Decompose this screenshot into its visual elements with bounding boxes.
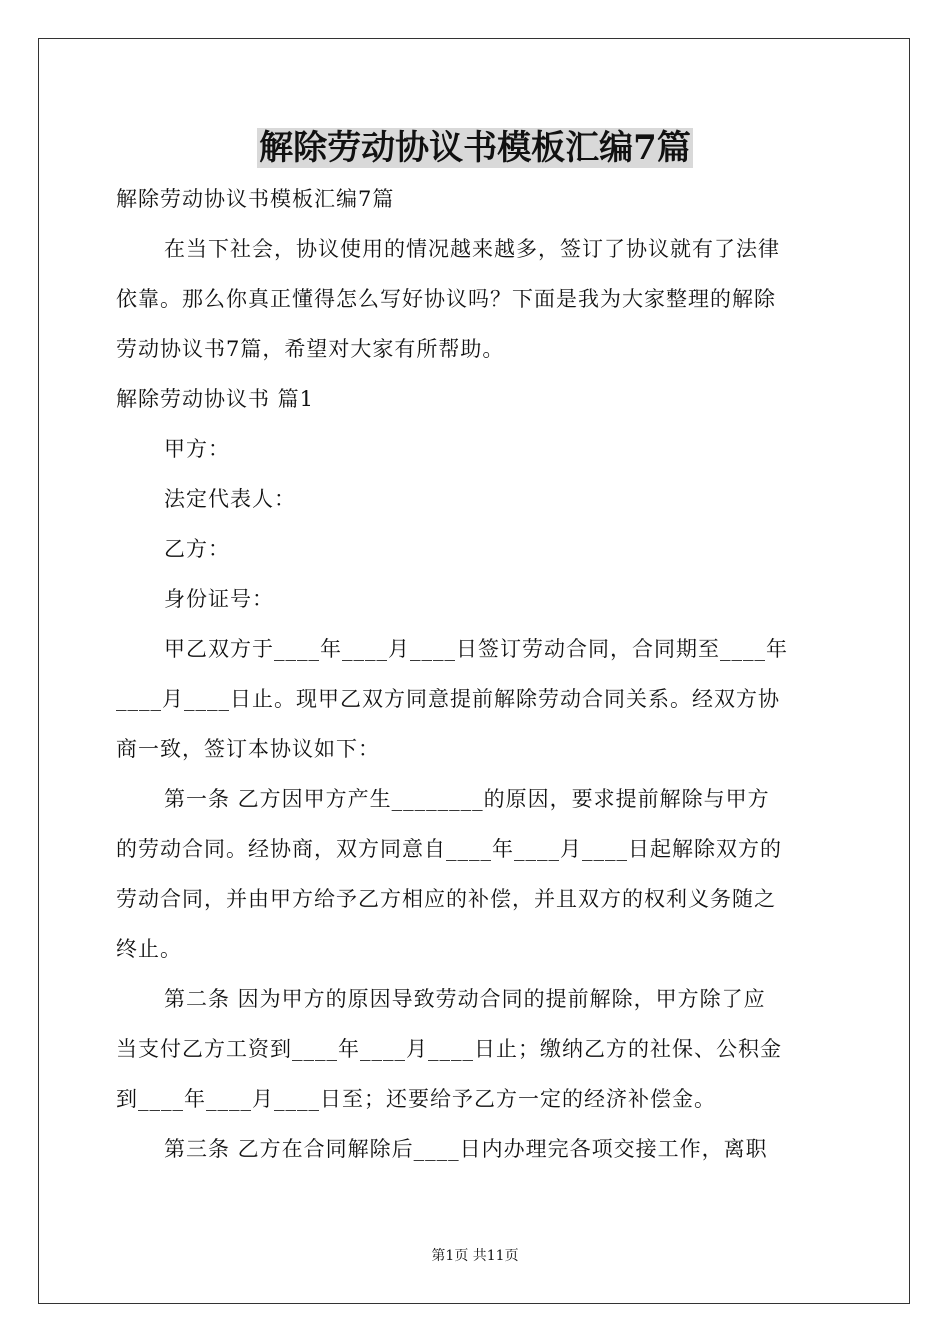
article-2-line: 当支付乙方工资到____年____月____日止；缴纳乙方的社保、公积金 bbox=[116, 1037, 782, 1061]
paragraph-line: ____月____日止。现甲乙双方同意提前解除劳动合同关系。经双方协 bbox=[116, 687, 780, 711]
article-3-line: 第三条 乙方在合同解除后____日内办理完各项交接工作，离职 bbox=[164, 1137, 768, 1161]
article-1-line: 的劳动合同。经协商，双方同意自____年____月____日起解除双方的 bbox=[116, 837, 782, 861]
page-number-footer: 第1页 共11页 bbox=[431, 1248, 519, 1264]
article-2-line: 到____年____月____日至；还要给予乙方一定的经济补偿金。 bbox=[116, 1087, 716, 1111]
party-b-label: 乙方： bbox=[164, 537, 230, 561]
paragraph-line: 在当下社会，协议使用的情况越来越多，签订了协议就有了法律 bbox=[164, 237, 780, 261]
paragraph-line: 依靠。那么你真正懂得怎么写好协议吗？下面是我为大家整理的解除 bbox=[116, 287, 776, 311]
page-border bbox=[38, 38, 910, 1304]
document-title bbox=[0, 124, 950, 172]
party-a-label: 甲方： bbox=[164, 437, 230, 461]
article-1-line: 第一条 乙方因甲方产生________的原因，要求提前解除与甲方 bbox=[164, 787, 770, 811]
article-2-line: 第二条 因为甲方的原因导致劳动合同的提前解除，甲方除了应 bbox=[164, 987, 766, 1011]
section-heading: 解除劳动协议书 篇1 bbox=[116, 387, 315, 411]
paragraph-line: 甲乙双方于____年____月____日签订劳动合同，合同期至____年 bbox=[164, 637, 788, 661]
paragraph-line: 劳动协议书7篇，希望对大家有所帮助。 bbox=[116, 337, 505, 361]
article-1-line: 终止。 bbox=[116, 937, 182, 961]
paragraph-line: 商一致，签订本协议如下： bbox=[116, 737, 380, 761]
id-number-label: 身份证号： bbox=[164, 587, 274, 611]
legal-representative-label: 法定代表人： bbox=[164, 487, 296, 511]
document-title-text: 解除劳动协议书模板汇编7篇 bbox=[259, 128, 691, 168]
article-1-line: 劳动合同，并由甲方给予乙方相应的补偿，并且双方的权利义务随之 bbox=[116, 887, 776, 911]
subtitle-line: 解除劳动协议书模板汇编7篇 bbox=[116, 187, 395, 211]
